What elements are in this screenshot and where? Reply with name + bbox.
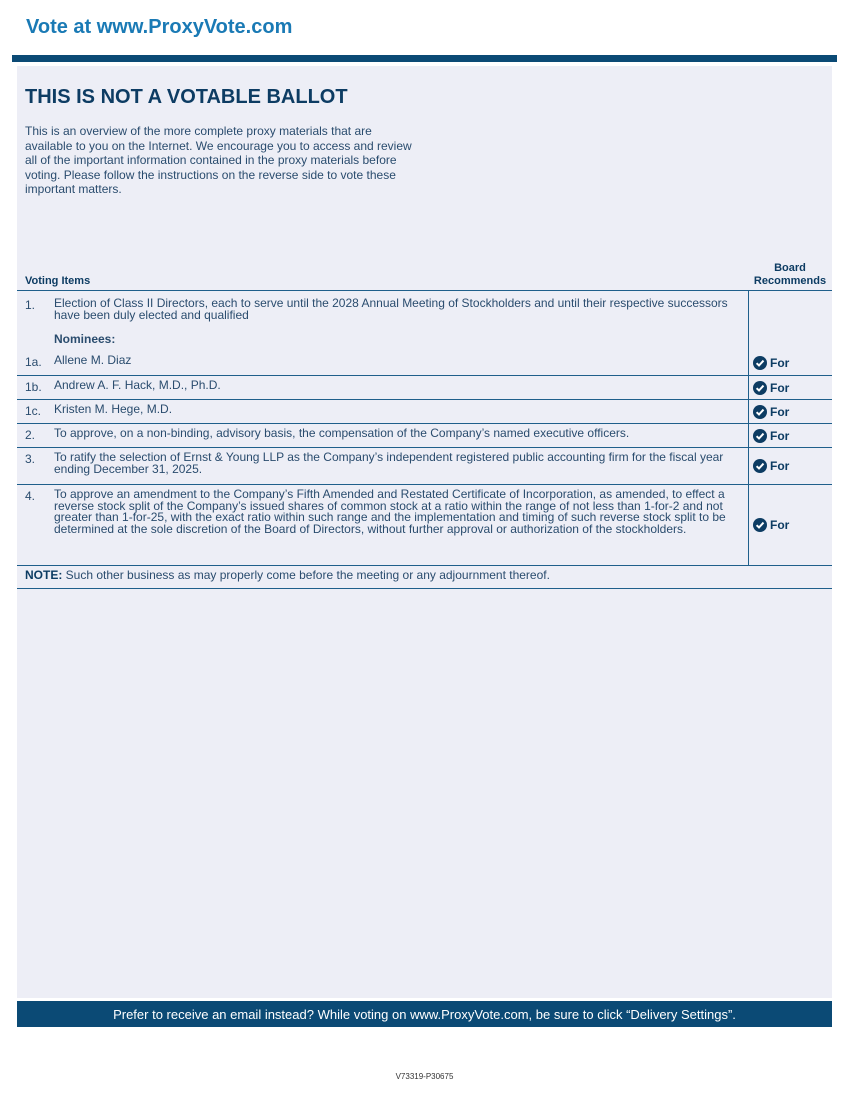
voting-items-table — [17, 290, 832, 589]
nominee-row — [17, 400, 832, 424]
recommendation-label: For — [770, 356, 790, 370]
voting-items-header: Voting Items — [25, 275, 91, 287]
header-title: Vote at www.ProxyVote.com — [26, 16, 293, 38]
board-recommendation — [748, 351, 832, 375]
check-circle-icon — [753, 405, 767, 419]
check-circle-icon — [753, 429, 767, 443]
board-recommendation — [748, 485, 832, 565]
nominees-label: Nominees: — [54, 332, 116, 346]
note-text — [25, 570, 825, 582]
item-text: Election of Class II Directors, each to serve until the 2028 Annual Meeting of Stockholders and until their respective successors have been duly elected and qualified — [54, 296, 728, 322]
check-circle-icon — [753, 518, 767, 532]
item-number: 1a. — [25, 355, 42, 369]
nominee-row — [17, 376, 832, 400]
recommendation-label: For — [770, 459, 790, 473]
nominee-row — [17, 351, 832, 376]
ballot-heading: THIS IS NOT A VOTABLE BALLOT — [25, 86, 348, 108]
item-text: To approve, on a non-binding, advisory basis, the compensation of the Company’s named executive officers. — [54, 426, 630, 440]
check-circle-icon — [753, 459, 767, 473]
voting-item-3 — [17, 448, 832, 485]
voting-item-1 — [17, 290, 832, 351]
board-recommendation — [748, 424, 832, 447]
document-code: V73319-P30675 — [395, 1072, 454, 1081]
item-number: 2. — [25, 428, 36, 442]
check-circle-icon — [753, 381, 767, 395]
recommendation-label: For — [770, 380, 790, 395]
item-number: 1b. — [25, 380, 42, 394]
item-text: To approve an amendment to the Company’s Fifth Amended and Restated Certificate of Incorporation, as amended, to effect a reverse stock split of the Company’s issued shares of common stock at a ratio within the range of not less than 1-for-2 and not greater than 1-for-25, with the exact ratio within such range and the implementation and timing of such reverse stock split to be determined at the sole discretion of the Board of Directors, without further approval or authorization of the stockholders. — [54, 487, 726, 536]
nominee-name: Allene M. Diaz — [54, 353, 132, 367]
board-recommends-header — [748, 262, 832, 288]
note-body: Such other business as may properly come before the meeting or any adjournment thereof. — [62, 568, 550, 582]
note-row — [17, 566, 832, 589]
item-number: 1c. — [25, 404, 42, 418]
delivery-settings-text: Prefer to receive an email instead? While voting on www.ProxyVote.com, be sure to click “Delivery Settings”. — [113, 1006, 736, 1022]
header-divider — [12, 55, 837, 62]
ballot-panel — [17, 66, 832, 998]
note-label: NOTE: — [25, 568, 63, 582]
recommendation-label: For — [770, 518, 790, 532]
nominee-name: Kristen M. Hege, M.D. — [54, 402, 173, 416]
item-number: 3. — [25, 452, 36, 466]
item-recommendation-empty — [748, 291, 832, 351]
board-header-line2: Recommends — [753, 275, 827, 287]
recommendation-label: For — [770, 404, 790, 419]
delivery-settings-banner — [17, 1001, 832, 1027]
board-recommendation — [748, 400, 832, 423]
board-header-line1: Board — [774, 262, 806, 274]
item-text: To ratify the selection of Ernst & Young LLP as the Company’s independent registered public accounting firm for the fiscal year ending December 31, 2025. — [54, 450, 724, 476]
voting-item-2 — [17, 424, 832, 448]
check-circle-icon — [753, 356, 767, 370]
board-recommendation — [748, 448, 832, 484]
item-number: 4. — [25, 489, 36, 503]
voting-item-4 — [17, 485, 832, 566]
recommendation-label: For — [770, 428, 790, 443]
board-recommendation — [748, 376, 832, 399]
item-number: 1. — [25, 298, 36, 312]
intro-paragraph: This is an overview of the more complete proxy materials that are available to you on the Internet. We encourage you to access and review all of the important information contained in the proxy materials before voting. Please follow the instructions on the reverse side to vote these important matters. — [25, 124, 412, 196]
nominee-name: Andrew A. F. Hack, M.D., Ph.D. — [54, 378, 221, 392]
